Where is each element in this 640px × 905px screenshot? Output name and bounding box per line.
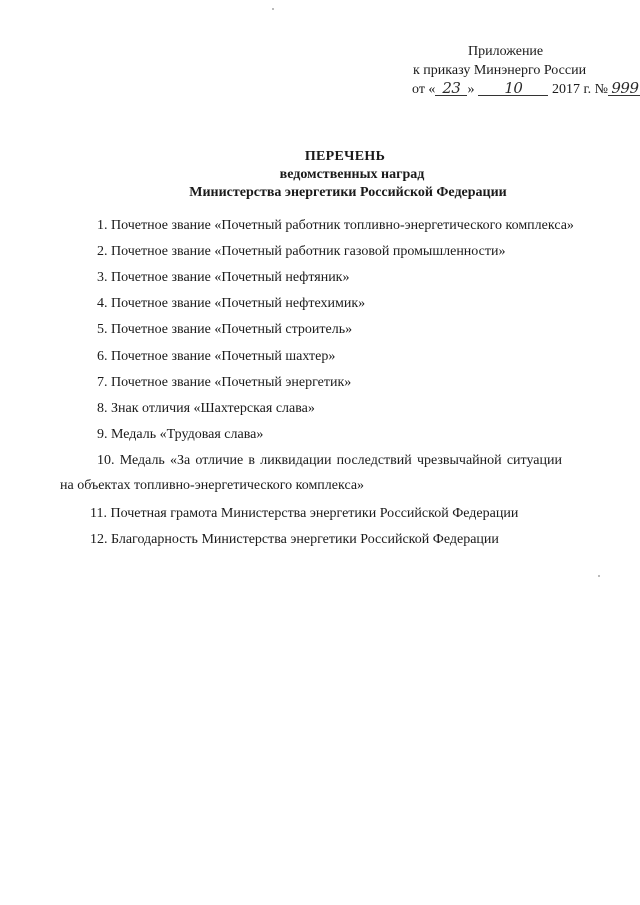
appendix-order-ref: к приказу Минэнерго России	[413, 63, 587, 78]
list-item: 12. Благодарность Министерства энергетики Российской Федерации	[90, 532, 499, 547]
list-item: 5. Почетное звание «Почетный строитель»	[97, 322, 353, 337]
list-item: 3. Почетное звание «Почетный нефтяник»	[97, 270, 350, 285]
date-year: 2017 г. №	[551, 82, 608, 97]
list-item: 8. Знак отличия «Шахтерская слава»	[97, 401, 315, 416]
scan-speck	[272, 8, 274, 10]
appendix-date-line	[412, 80, 640, 99]
list-item: 2. Почетное звание «Почетный работник газовой промышленности»	[97, 244, 506, 259]
title-sub1: ведомственных наград	[279, 167, 425, 182]
list-item: 7. Почетное звание «Почетный энергетик»	[97, 375, 352, 390]
list-item: 1. Почетное звание «Почетный работник топливно-энергетического комплекса»	[97, 218, 574, 233]
list-item: 6. Почетное звание «Почетный шахтер»	[97, 349, 336, 364]
date-prefix: от «	[412, 82, 436, 97]
list-item: 9. Медаль «Трудовая слава»	[97, 427, 264, 442]
handwritten-month: 10	[478, 81, 548, 96]
handwritten-day: 23	[435, 81, 467, 96]
list-item: 4. Почетное звание «Почетный нефтехимик»	[97, 296, 366, 311]
list-item: 11. Почетная грамота Министерства энергетики Российской Федерации	[90, 506, 519, 521]
date-separator: »	[467, 82, 475, 97]
title-sub2: Министерства энергетики Российской Федерации	[189, 185, 507, 200]
title-main: ПЕРЕЧЕНЬ	[304, 149, 386, 164]
document-title	[0, 148, 640, 202]
handwritten-order-number: 999	[608, 81, 640, 96]
appendix-title: Приложение	[468, 44, 544, 59]
list-item: 10. Медаль «За отличие в ликвидации последствий чрезвычайной ситуации на объектах топливно-энергетического комплекса»	[60, 453, 562, 493]
scan-speck	[598, 575, 600, 577]
